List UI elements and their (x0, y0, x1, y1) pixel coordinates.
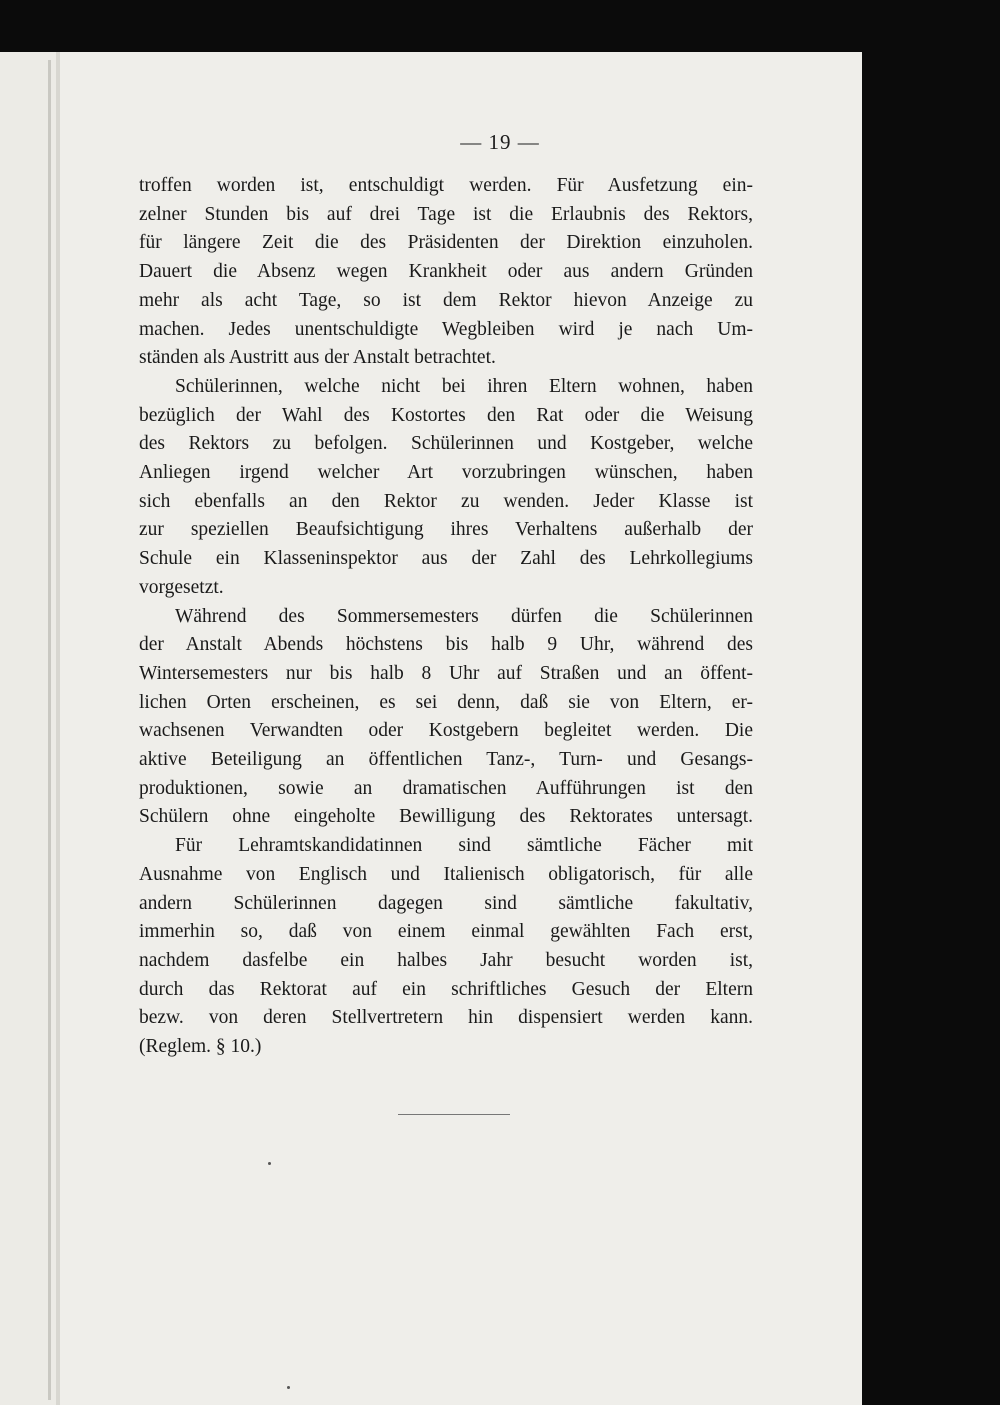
paper-speck (268, 1162, 271, 1165)
text-line: machen. Jedes unentschuldigte Wegbleiben wird je nach Um- (139, 318, 753, 340)
text-line: (Reglem. § 10.) (139, 1036, 262, 1058)
text-line: durch das Rektorat auf ein schriftliches Gesuch der Eltern (139, 978, 753, 1000)
paragraph-4 (139, 832, 753, 1062)
text-line: Anliegen irgend welcher Art vorzubringen wünschen, haben (139, 462, 753, 484)
text-line: Wintersemesters nur bis halb 8 Uhr auf Straßen und an öffent- (139, 662, 753, 684)
text-line: Schule ein Klasseninspektor aus der Zahl des Lehrkollegiums (139, 548, 753, 570)
text-line: troffen worden ist, entschuldigt werden. Für Ausfetzung ein- (139, 175, 753, 196)
paper-speck (287, 1386, 290, 1389)
paragraph-2 (139, 373, 753, 603)
text-line: ständen als Austritt aus der Anstalt betrachtet. (139, 347, 496, 369)
text-line: mehr als acht Tage, so ist dem Rektor hievon Anzeige zu (139, 289, 753, 311)
text-line: produktionen, sowie an dramatischen Aufführungen ist den (139, 777, 753, 799)
text-line: Während des Sommersemesters dürfen die Schülerinnen (175, 605, 753, 627)
paragraph-1 (139, 172, 753, 373)
text-line: nachdem dasfelbe ein halbes Jahr besucht worden ist, (139, 949, 753, 971)
text-line: Für Lehramtskandidatinnen sind sämtliche Fächer mit (175, 835, 753, 857)
page-number: — 19 — (460, 130, 540, 154)
text-line: Schülern ohne eingeholte Bewilligung des Rektorates untersagt. (139, 806, 753, 828)
text-line: Dauert die Absenz wegen Krankheit oder aus andern Gründen (139, 261, 753, 283)
text-line: sich ebenfalls an den Rektor zu wenden. Jeder Klasse ist (139, 490, 753, 512)
text-line: aktive Beteiligung an öffentlichen Tanz-, Turn- und Gesangs- (139, 749, 753, 771)
text-line: zelner Stunden bis auf drei Tage ist die Erlaubnis des Rektors, (139, 203, 753, 225)
text-line: des Rektors zu befolgen. Schülerinnen und Kostgeber, welche (139, 433, 753, 455)
text-line: immerhin so, daß von einem einmal gewählten Fach erst, (139, 921, 753, 943)
text-line: Ausnahme von Englisch und Italienisch obligatorisch, für alle (139, 863, 753, 885)
text-line: lichen Orten erscheinen, es sei denn, daß sie von Eltern, er- (139, 691, 753, 713)
text-line: für längere Zeit die des Präsidenten der Direktion einzuholen. (139, 232, 753, 254)
text-line: zur speziellen Beaufsichtigung ihres Verhaltens außerhalb der (139, 519, 753, 541)
text-line: vorgesetzt. (139, 576, 224, 598)
facing-page-fold (48, 60, 51, 1400)
text-line: der Anstalt Abends höchstens bis halb 9 Uhr, während des (139, 634, 753, 656)
text-line: Schülerinnen, welche nicht bei ihren Eltern wohnen, haben (175, 375, 753, 397)
text-line: bezüglich der Wahl des Kostortes den Rat oder die Weisung (139, 404, 753, 426)
paragraph-3 (139, 603, 753, 833)
end-rule (398, 1114, 510, 1115)
body-text (139, 172, 753, 1062)
text-line: andern Schülerinnen dagegen sind sämtliche fakultativ, (139, 892, 753, 914)
text-line: bezw. von deren Stellvertretern hin dispensiert werden kann. (139, 1007, 753, 1029)
text-line: wachsenen Verwandten oder Kostgebern begleitet werden. Die (139, 720, 753, 742)
